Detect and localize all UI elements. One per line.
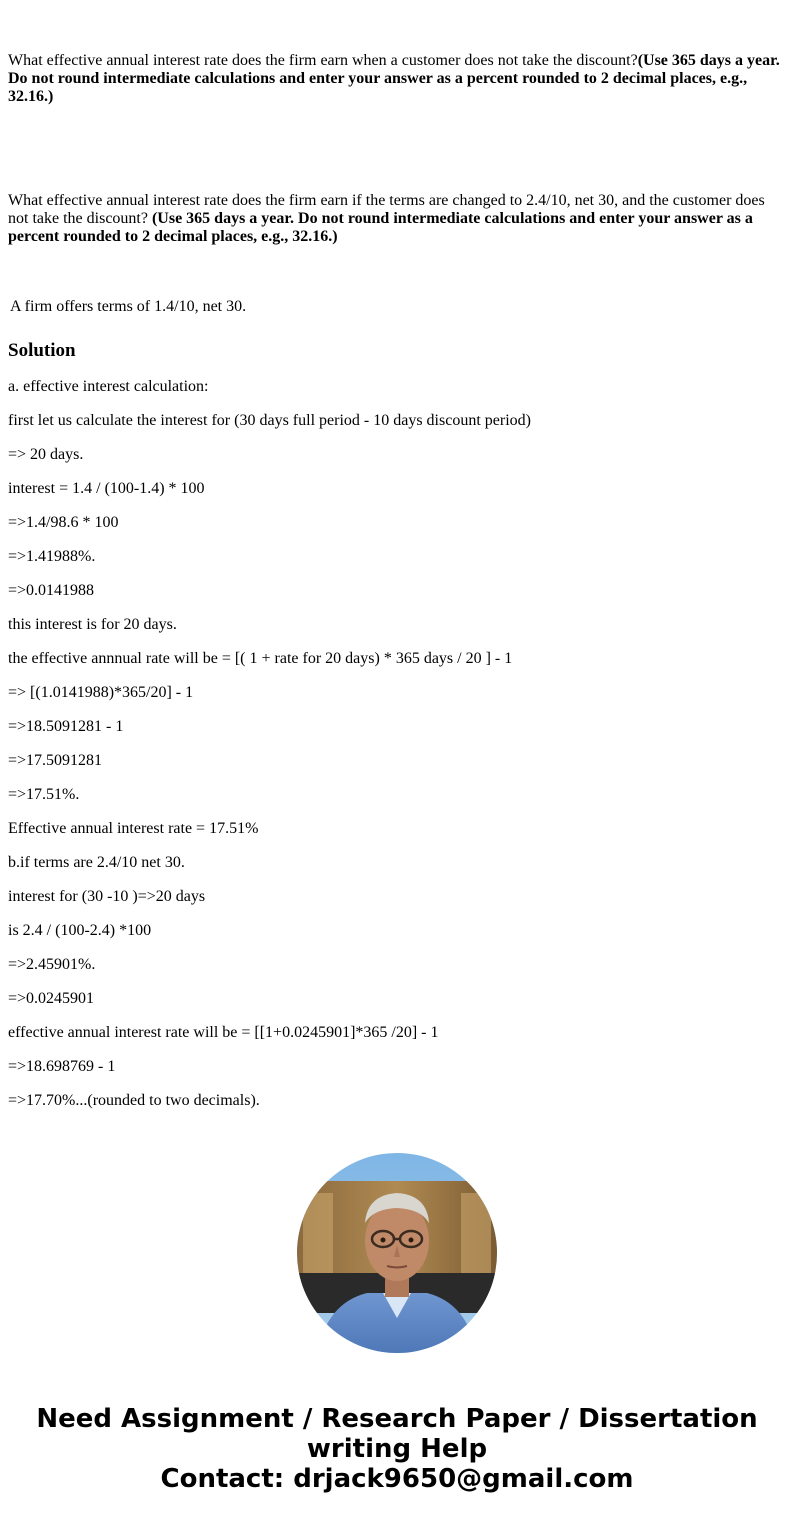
question-1-text: What effective annual interest rate does the firm earn when a customer does not take the discount? (8, 52, 638, 69)
person-portrait-icon (297, 1153, 497, 1353)
solution-step: this interest is for 20 days. (8, 616, 177, 633)
solution-step: interest = 1.4 / (100-1.4) * 100 (8, 480, 205, 497)
solution-step: => 20 days. (8, 446, 84, 463)
solution-step: interest for (30 -10 )=>20 days (8, 888, 206, 905)
solution-step: first let us calculate the interest for (30 days full period - 10 days discount period) (8, 412, 531, 429)
solution-step: =>0.0245901 (8, 990, 95, 1007)
solution-step: =>18.698769 - 1 (8, 1058, 116, 1075)
solution-step: Effective annual interest rate = 17.51% (8, 820, 259, 837)
question-1 (8, 0, 786, 106)
contact-banner (0, 1404, 794, 1494)
question-2-instruction: (Use 365 days a year. Do not round intermediate calculations and enter your answer as a percent rounded to 2 decimal places, e.g., 32.16.) (8, 210, 753, 245)
solution-step: =>17.51%. (8, 786, 80, 803)
solution-step: =>2.45901%. (8, 956, 96, 973)
solution-step: =>17.70%...(rounded to two decimals). (8, 1092, 260, 1109)
question-2-text: What effective annual interest rate does the firm earn if the terms are changed to 2.4/10, net 30, and the customer does not take the discount? (8, 192, 765, 227)
solution-heading: Solution (8, 340, 76, 361)
question-1-instruction: (Use 365 days a year. Do not round intermediate calculations and enter your answer as a percent rounded to 2 decimal places, e.g., 32.16.) (8, 52, 780, 105)
solution-step: => [(1.0141988)*365/20] - 1 (8, 684, 194, 701)
solution-step: is 2.4 / (100-2.4) *100 (8, 922, 152, 939)
banner-line-1: Need Assignment / Research Paper / Dissertation (36, 1404, 758, 1434)
solution-step: the effective annnual rate will be = [( 1 + rate for 20 days) * 365 days / 20 ] - 1 (8, 650, 513, 667)
banner-line-2: writing Help (306, 1434, 488, 1464)
solution-step: =>1.41988%. (8, 548, 96, 565)
solution-step: b.if terms are 2.4/10 net 30. (8, 854, 185, 871)
solution-step: =>1.4/98.6 * 100 (8, 514, 119, 531)
problem-statement: A firm offers terms of 1.4/10, net 30. (10, 298, 247, 315)
solution-step: =>18.5091281 - 1 (8, 718, 124, 735)
banner-line-3: Contact: drjack9650@gmail.com (160, 1464, 634, 1494)
solution-step: =>17.5091281 (8, 752, 103, 769)
solution-steps (8, 378, 786, 1126)
solution-step: a. effective interest calculation: (8, 378, 209, 395)
solution-step: effective annual interest rate will be = [[1+0.0245901]*365 /20] - 1 (8, 1024, 439, 1041)
solution-step: =>0.0141988 (8, 582, 95, 599)
question-2 (8, 106, 786, 246)
